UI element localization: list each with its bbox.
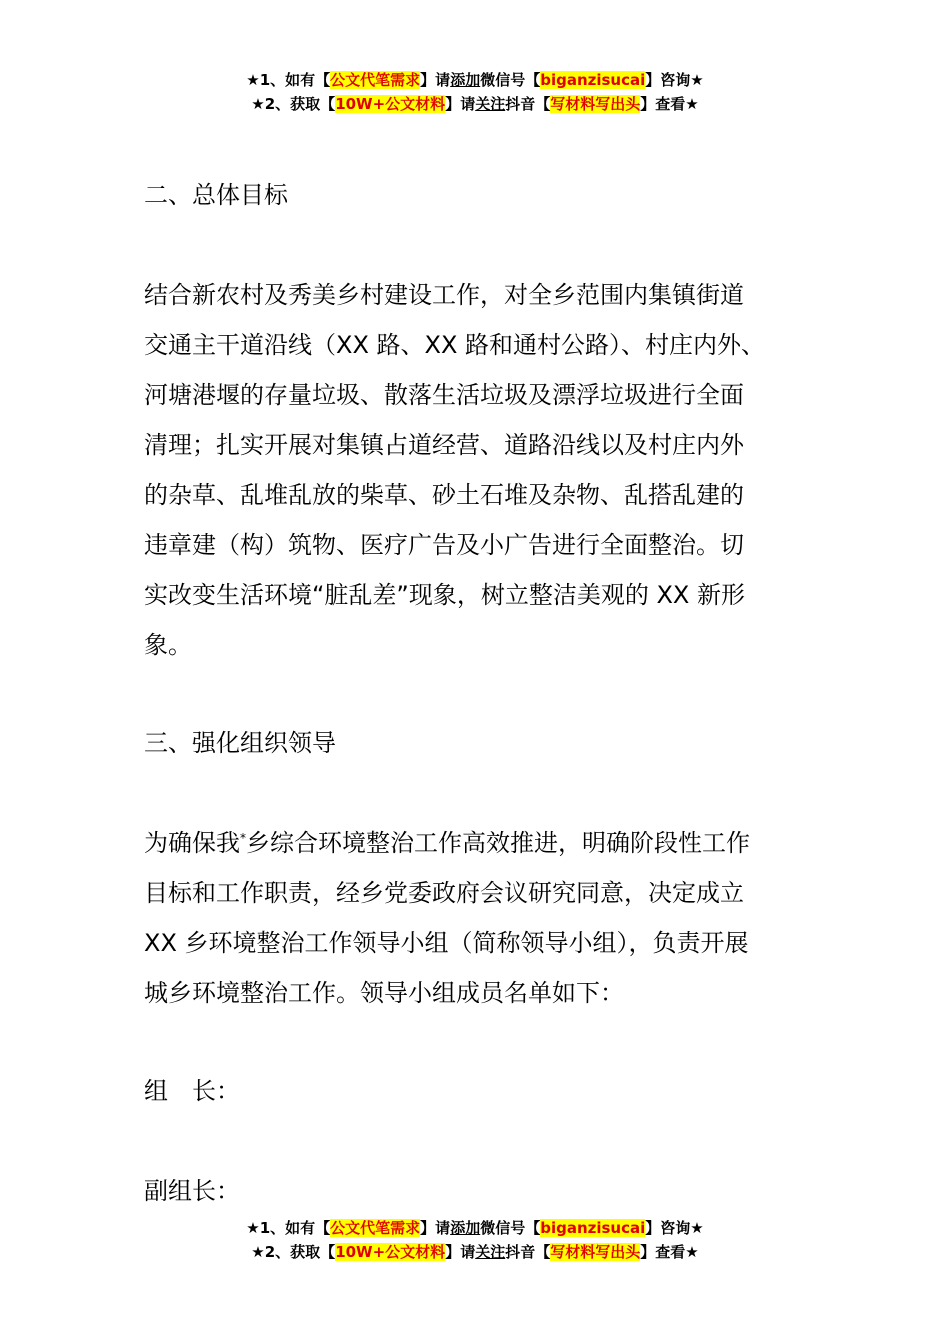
deputy-leader-label: 副组长： [144, 1177, 240, 1205]
banner-line-1 [0, 1216, 950, 1240]
banner-text: 】请 [420, 1219, 451, 1237]
banner-emphasis: 关注 [475, 1243, 506, 1261]
banner-text: 微信号【 [480, 71, 541, 89]
banner-text: 】查看★ [640, 1243, 699, 1261]
footnote-mark: * [240, 831, 246, 845]
banner-highlight: 写材料写出头 [550, 1243, 641, 1261]
banner-text: 】请 [445, 1243, 476, 1261]
banner-text: ★1、如有【 [246, 71, 331, 89]
banner-line-2 [0, 92, 950, 116]
header-banner [0, 68, 950, 116]
paragraph-text: 为确保我 [144, 829, 240, 857]
banner-text: 】查看★ [640, 95, 699, 113]
paragraph-line: 城乡环境整治工作。领导小组成员名单如下： [144, 979, 624, 1007]
banner-emphasis: 添加 [450, 71, 481, 89]
paragraph-text: 乡综合环境整治工作高效推进，明确阶段性工作 [246, 829, 750, 857]
footer-banner [0, 1216, 950, 1264]
section-heading-organization: 三、强化组织领导 [144, 729, 336, 757]
leader-label: 组 长： [144, 1077, 240, 1105]
paragraph-line: 结合新农村及秀美乡村建设工作，对全乡范围内集镇街道 [144, 281, 744, 309]
banner-text: 】咨询★ [645, 1219, 704, 1237]
paragraph-line: 河塘港堰的存量垃圾、散落生活垃圾及漂浮垃圾进行全面 [144, 381, 744, 409]
banner-highlight: biganzisucai [540, 71, 646, 89]
paragraph-goal [144, 270, 810, 670]
banner-text: 抖音【 [505, 95, 551, 113]
banner-text: 微信号【 [480, 1219, 541, 1237]
banner-highlight: biganzisucai [540, 1219, 646, 1237]
banner-highlight: 公文代笔需求 [330, 1219, 421, 1237]
banner-emphasis: 关注 [475, 95, 506, 113]
banner-highlight: 公文代笔需求 [330, 71, 421, 89]
banner-line-1 [0, 68, 950, 92]
paragraph-line: 象。 [144, 631, 192, 659]
banner-text: ★2、获取【 [251, 95, 336, 113]
paragraph-line: 实改变生活环境“脏乱差”现象，树立整洁美观的 XX 新形 [144, 581, 746, 609]
banner-highlight: 写材料写出头 [550, 95, 641, 113]
banner-text: 】咨询★ [645, 71, 704, 89]
banner-highlight: 10W+公文材料 [335, 1243, 446, 1261]
banner-line-2 [0, 1240, 950, 1264]
banner-text: 抖音【 [505, 1243, 551, 1261]
banner-emphasis: 添加 [450, 1219, 481, 1237]
banner-text: 】请 [445, 95, 476, 113]
banner-text: ★1、如有【 [246, 1219, 331, 1237]
banner-text: ★2、获取【 [251, 1243, 336, 1261]
paragraph-line: 目标和工作职责，经乡党委政府会议研究同意，决定成立 [144, 879, 744, 907]
paragraph-line: XX 乡环境整治工作领导小组（简称领导小组），负责开展 [144, 929, 749, 957]
paragraph-line: 交通主干道沿线（XX 路、XX 路和通村公路）、村庄内外、 [144, 331, 766, 359]
paragraph-line: 清理；扎实开展对集镇占道经营、道路沿线以及村庄内外 [144, 431, 744, 459]
paragraph-line: 的杂草、乱堆乱放的柴草、砂土石堆及杂物、乱搭乱建的 [144, 481, 744, 509]
banner-text: 】请 [420, 71, 451, 89]
paragraph-line: 违章建（构）筑物、医疗广告及小广告进行全面整治。切 [144, 531, 744, 559]
banner-highlight: 10W+公文材料 [335, 95, 446, 113]
paragraph-line [144, 818, 810, 868]
section-heading-goal: 二、总体目标 [144, 181, 288, 209]
paragraph-organization [144, 818, 810, 1018]
